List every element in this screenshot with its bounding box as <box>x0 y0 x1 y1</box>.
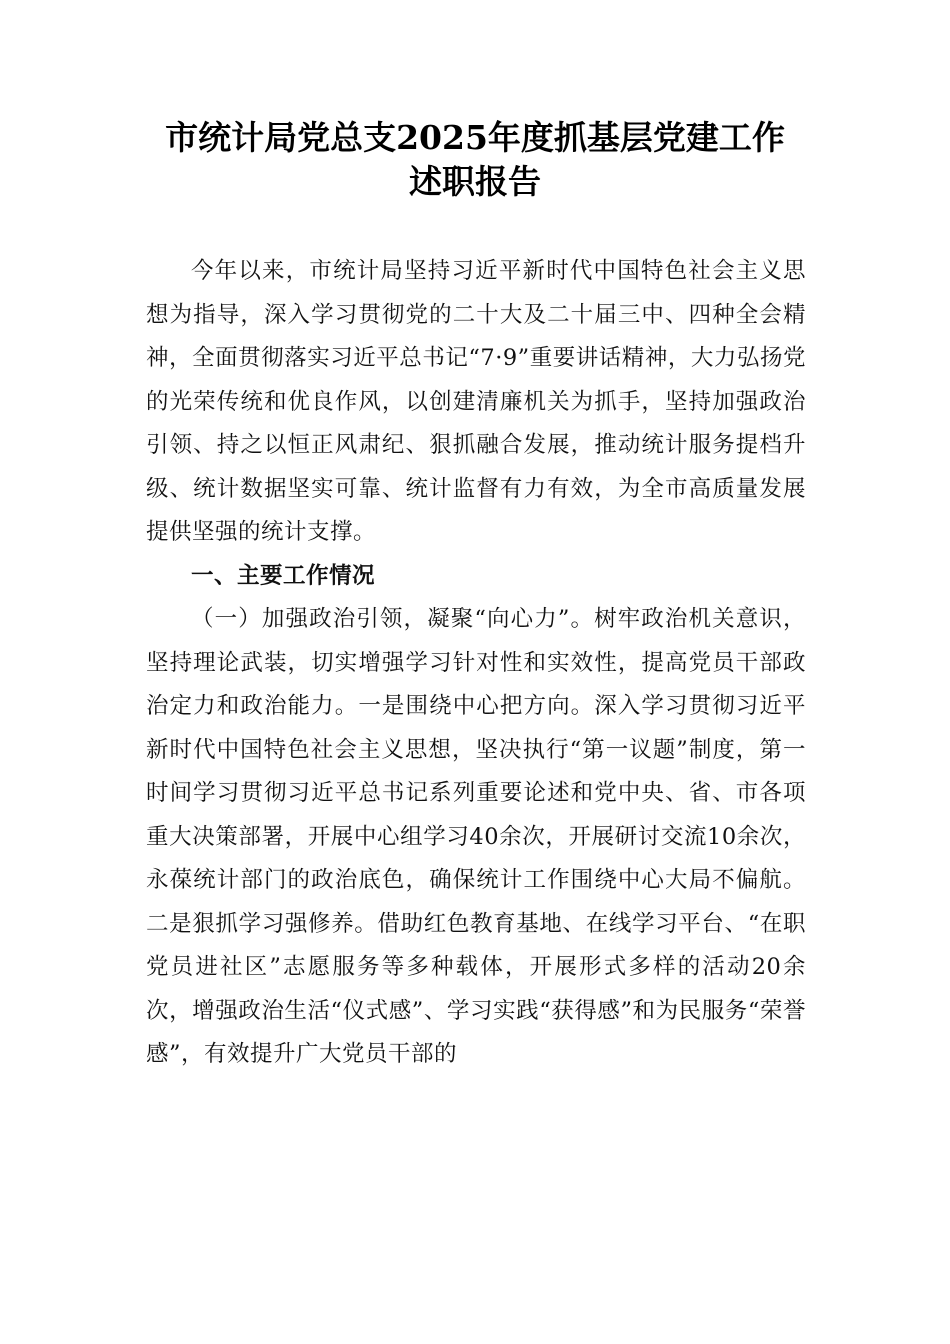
document-title-line-2: 述职报告 <box>409 162 541 201</box>
document-body <box>146 250 806 1077</box>
subsection-paragraph: （一）加强政治引领，凝聚“向心力”。树牢政治机关意识，坚持理论武装，切实增强学习针对性和实效性，提高党员干部政治定力和政治能力。一是围绕中心把方向。深入学习贯彻习近平新时代中国特色社会主义思想，坚决执行“第一议题”制度，第一时间学习贯彻习近平总书记系列重要论述和党中央、省、市各项重大决策部署，开展中心组学习40余次，开展研讨交流10余次，永葆统计部门的政治底色，确保统计工作围绕中心大局不偏航。二是狠抓学习强修养。借助红色教育基地、在线学习平台、“在职党员进社区”志愿服务等多种载体，开展形式多样的活动20余次，增强政治生活“仪式感”、学习实践“获得感”和为民服务“荣誉感”，有效提升广大党员干部的 <box>146 606 806 1067</box>
section-heading: 一、主要工作情况 <box>191 562 376 589</box>
document-title-line-1: 市统计局党总支2025年度抓基层党建工作 <box>165 118 785 157</box>
intro-paragraph: 今年以来，市统计局坚持习近平新时代中国特色社会主义思想为指导，深入学习贯彻党的二十大及二十届三中、四种全会精神，全面贯彻落实习近平总书记“7·9”重要讲话精神，大力弘扬党的光荣传统和优良作风，以创建清廉机关为抓手，坚持加强政治引领、持之以恒正风肃纪、狠抓融合发展，推动统计服务提档升级、统计数据坚实可靠、统计监督有力有效，为全市高质量发展提供坚强的统计支撑。 <box>146 258 806 545</box>
